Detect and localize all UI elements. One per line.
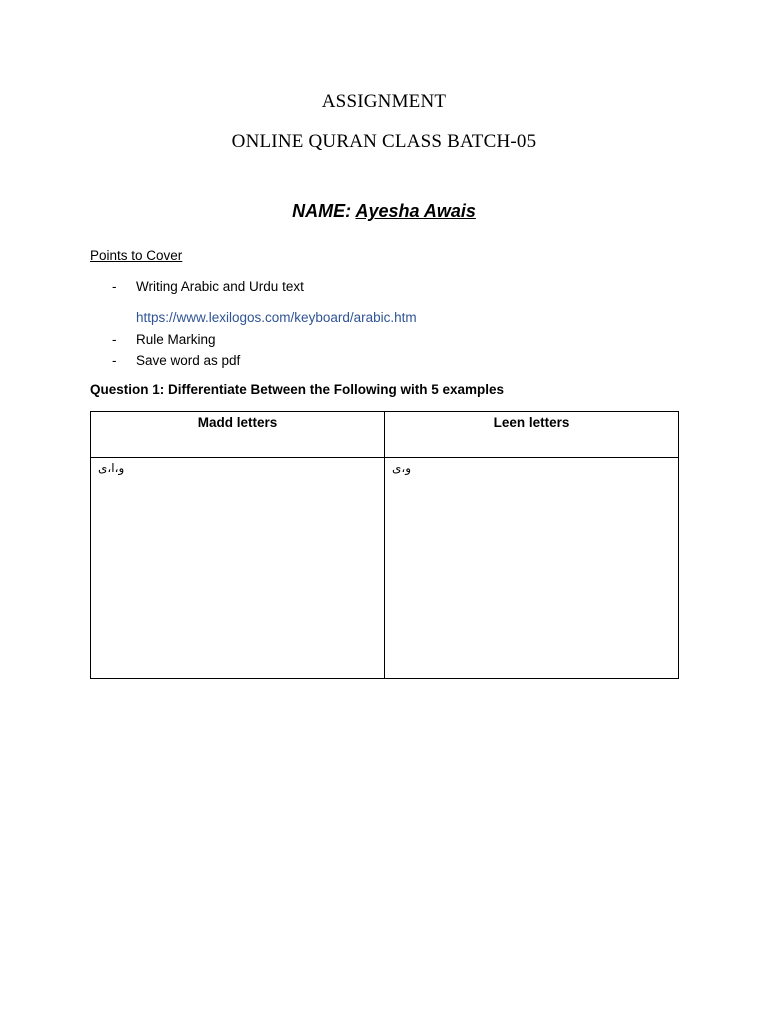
table-row	[91, 458, 679, 679]
lexilogos-keyboard-link[interactable]: https://www.lexilogos.com/keyboard/arabic.htm	[136, 310, 417, 325]
point-item-rule-marking: Rule Marking	[136, 332, 216, 347]
name-value: Ayesha Awais	[355, 201, 476, 221]
title-assignment: ASSIGNMENT	[321, 91, 447, 112]
question-1: Question 1: Differentiate Between the Following with 5 examples	[90, 382, 505, 397]
table-header-row	[91, 412, 679, 458]
point-item-save-pdf: Save word as pdf	[136, 353, 241, 368]
bullet-dash: -	[112, 332, 117, 347]
letters-table	[90, 411, 679, 679]
cell-leen-letters: و،ی	[385, 458, 679, 679]
name-line	[0, 201, 768, 222]
bullet-dash: -	[112, 279, 117, 294]
point-item-writing: Writing Arabic and Urdu text	[136, 279, 304, 294]
bullet-dash: -	[112, 353, 117, 368]
header-madd-letters: Madd letters	[91, 412, 385, 458]
header-leen-letters: Leen letters	[385, 412, 679, 458]
cell-madd-letters: و،ا،ی	[91, 458, 385, 679]
points-heading: Points to Cover	[90, 248, 183, 263]
title-class-batch: ONLINE QURAN CLASS BATCH-05	[231, 131, 537, 152]
name-label: NAME:	[292, 201, 352, 221]
